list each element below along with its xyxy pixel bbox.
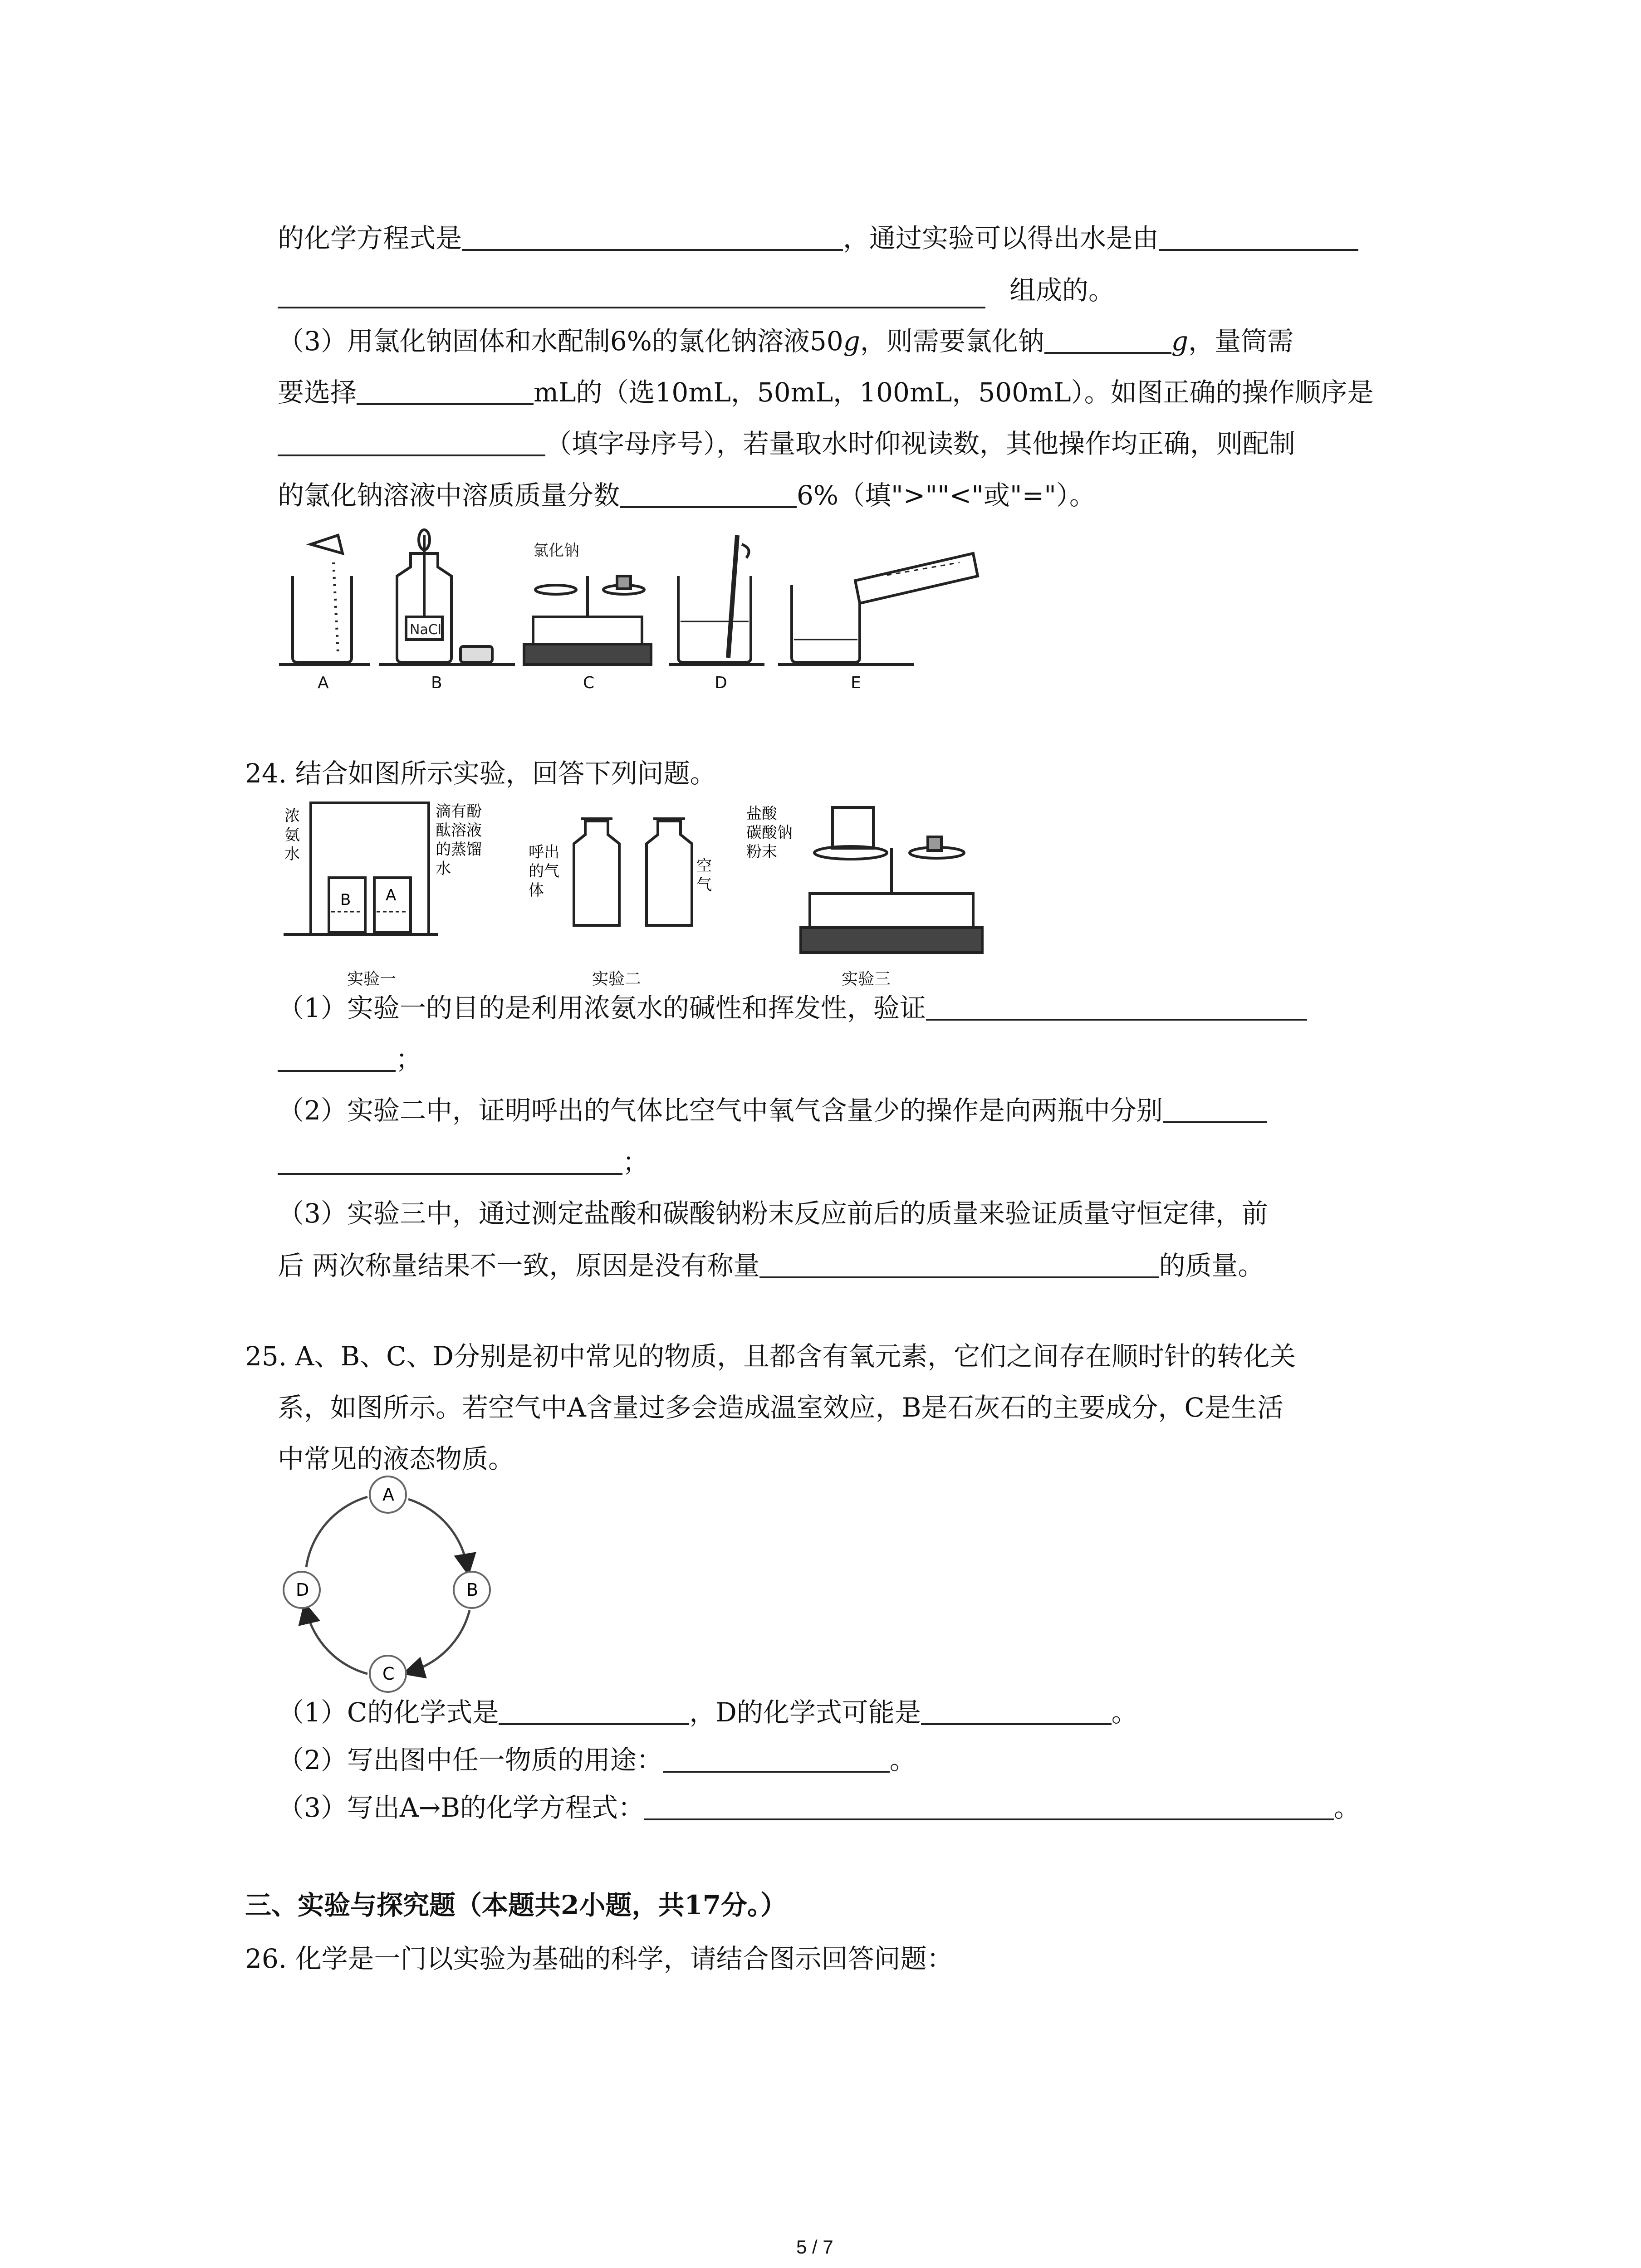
exp3-left-3: 粉末 <box>746 843 777 861</box>
exp1-right-2: 酞溶液 <box>436 821 482 840</box>
q23-text: 的氯化钠溶液中溶质质量分数 <box>278 480 620 511</box>
q23-text: 6%（填">""<"或"="）。 <box>797 480 1096 511</box>
exp1-right-4: 水 <box>436 860 451 878</box>
answer-blank[interactable] <box>644 1792 1334 1820</box>
q24-text: 后 两次称量结果不一致，原因是没有称量 <box>278 1250 760 1281</box>
answer-blank[interactable] <box>620 480 797 508</box>
answer-blank[interactable] <box>663 1745 890 1773</box>
exp2-left-2: 的气 <box>529 862 559 880</box>
q24-text: ； <box>396 1044 422 1075</box>
exp1-right-3: 的蒸馏 <box>436 841 482 859</box>
q24-text: 的质量。 <box>1159 1250 1264 1281</box>
q23-text: ，则需要氯化钠 <box>860 326 1044 357</box>
exp1-beaker-a: A <box>386 886 397 904</box>
step-b-bottle <box>379 530 515 665</box>
cycle-arcs <box>306 1497 470 1674</box>
q25-text: 。 <box>1111 1697 1138 1728</box>
exp2-right-1: 空 <box>696 857 712 875</box>
q23-p3-line3 <box>278 425 1295 462</box>
exp2-bottles <box>574 819 692 925</box>
q24-p3-line2 <box>278 1247 1264 1284</box>
exp1-right-1: 滴有酚 <box>436 802 482 821</box>
q23-text: mL的（选10mL，50mL，100mL，500mL）。如图正确的操作顺序是 <box>534 377 1374 408</box>
q25-text: 。 <box>1334 1792 1361 1823</box>
q24-experiments-figure <box>284 798 1009 962</box>
exp2-caption: 实验二 <box>592 970 642 988</box>
q23-text: 的化学方程式是 <box>278 223 462 254</box>
q23-line2-end: 组成的。 <box>1009 275 1115 306</box>
answer-blank[interactable] <box>1163 1095 1267 1123</box>
answer-blank[interactable] <box>278 1147 622 1175</box>
exp1-left-2: 氨 <box>284 826 300 844</box>
unit-text: g <box>1171 326 1189 357</box>
chlorine-label: 氯化钠 <box>533 542 579 560</box>
node-a-label: A <box>382 1485 394 1505</box>
q23-text: ，量筒需 <box>1188 326 1294 357</box>
exp1-beaker-b: B <box>340 891 351 909</box>
q25-text: （1）C的化学式是 <box>278 1697 499 1728</box>
exp3-caption: 实验三 <box>842 970 891 988</box>
q23-text: （填字母序号），若量取水时仰视读数，其他操作均正确，则配制 <box>545 428 1296 459</box>
q23-text: （3）用氯化钠固体和水配制6%的氯化钠溶液50 <box>278 326 843 357</box>
q23-p3-line1 <box>278 323 1293 359</box>
q24-text: （2）实验二中，证明呼出的气体比空气中氧气含量少的操作是向两瓶中分别 <box>278 1095 1163 1126</box>
answer-blank[interactable] <box>357 377 534 405</box>
q24-p1 <box>278 990 1307 1026</box>
answer-blank[interactable] <box>278 1044 396 1072</box>
q23-line1 <box>278 220 1358 256</box>
nacl-label: NaCl <box>410 622 442 638</box>
exp2-right-2: 气 <box>696 876 712 894</box>
exp2-left-3: 体 <box>529 881 544 899</box>
exp1-left-1: 浓 <box>284 807 300 825</box>
node-b-label: B <box>466 1580 479 1600</box>
q25-text: （3）写出A→B的化学方程式： <box>278 1792 645 1823</box>
q24-p2 <box>278 1092 1267 1129</box>
exp2-left-1: 呼出 <box>529 843 559 861</box>
answer-blank[interactable] <box>278 428 545 456</box>
node-d-label: D <box>296 1580 309 1600</box>
q25-p3 <box>278 1789 1360 1826</box>
q24-p1-cont <box>278 1041 422 1077</box>
answer-blank[interactable] <box>926 992 1307 1021</box>
q24-title: 24. 结合如图所示实验，回答下列问题。 <box>245 758 716 789</box>
step-c-balance <box>524 576 651 665</box>
fig-label-a: A <box>318 674 329 692</box>
q23-p3-line4 <box>278 477 1096 513</box>
fig-label-d: D <box>715 674 727 692</box>
answer-blank[interactable] <box>499 1697 689 1725</box>
page-number: 5 / 7 <box>796 2236 833 2258</box>
q25-line2: 系，如图所示。若空气中A含量过多会造成温室效应，B是石灰石的主要成分，C是生活 <box>278 1392 1283 1423</box>
q25-text: ，D的化学式可能是 <box>689 1697 921 1728</box>
step-a-beaker <box>279 535 370 665</box>
q26-title: 26. 化学是一门以实验为基础的科学，请结合图示回答问题： <box>245 1943 953 1974</box>
fig-label-e: E <box>851 674 861 692</box>
exp3-left-1: 盐酸 <box>746 805 777 823</box>
solution-prep-figure <box>279 526 987 708</box>
q24-text: （1）实验一的目的是利用浓氨水的碱性和挥发性，验证 <box>278 992 926 1023</box>
q25-text: 。 <box>889 1745 916 1775</box>
exp3-balance <box>801 807 982 953</box>
fig-label-c: C <box>583 674 595 692</box>
exp1-apparatus <box>284 803 438 934</box>
answer-blank[interactable] <box>759 1250 1159 1278</box>
answer-blank[interactable] <box>921 1697 1112 1725</box>
node-c-label: C <box>382 1664 395 1684</box>
q25-p1 <box>278 1694 1138 1730</box>
answer-blank[interactable] <box>462 223 843 251</box>
q24-p2-cont <box>278 1144 649 1180</box>
step-e-cylinder <box>778 553 978 665</box>
answer-blank[interactable] <box>1159 223 1358 251</box>
section-3-heading: 三、实验与探究题（本题共2小题，共17分。） <box>245 1890 787 1921</box>
exp1-left-3: 水 <box>284 845 300 863</box>
q25-line3: 中常见的液态物质。 <box>278 1443 515 1474</box>
q24-text: ； <box>622 1147 649 1178</box>
answer-blank-full[interactable] <box>278 307 985 308</box>
q25-p2 <box>278 1742 916 1778</box>
exp3-left-2: 碳酸钠 <box>746 824 793 842</box>
answer-blank[interactable] <box>1044 326 1171 354</box>
q23-text: ，通过实验可以得出水是由 <box>843 223 1159 254</box>
q25-text: （2）写出图中任一物质的用途： <box>278 1745 663 1775</box>
unit-text: g <box>843 326 860 357</box>
q24-p3-line1: （3）实验三中，通过测定盐酸和碳酸钠粉末反应前后的质量来验证质量守恒定律，前 <box>278 1198 1268 1229</box>
q23-p3-line2 <box>278 374 1374 411</box>
conversion-cycle-diagram <box>274 1474 510 1692</box>
q25-line1: 25. A、B、C、D分别是初中常见的物质，且都含有氧元素，它们之间存在顺时针的转化关 <box>245 1341 1296 1372</box>
fig-label-b: B <box>431 674 442 692</box>
exp1-caption: 实验一 <box>347 970 397 988</box>
q23-text: 要选择 <box>278 377 357 408</box>
step-d-beaker <box>669 535 764 665</box>
